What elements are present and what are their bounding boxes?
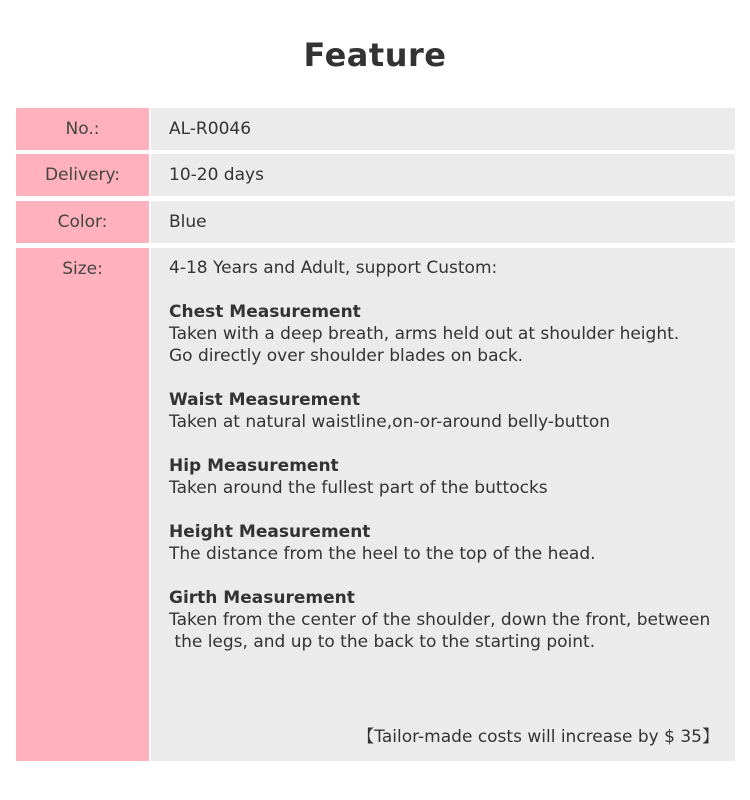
measurement-text: Taken around the fullest part of the buttocks — [169, 478, 548, 498]
spec-value-size — [151, 248, 735, 761]
measurement-title: Girth Measurement — [169, 588, 355, 608]
girth-measurement — [169, 587, 729, 653]
spec-row-size — [16, 248, 735, 761]
measurement-title: Waist Measurement — [169, 390, 361, 410]
spec-value-no: AL-R0046 — [151, 108, 735, 150]
measurement-title: Height Measurement — [169, 522, 371, 542]
spec-row-delivery — [16, 154, 735, 196]
measurement-text: Taken with a deep breath, arms held out at shoulder height. — [169, 324, 680, 344]
measurement-text: The distance from the heel to the top of the head. — [169, 544, 596, 564]
page-title: Feature — [303, 36, 447, 74]
height-measurement — [169, 521, 729, 565]
spec-label-size: Size: — [16, 248, 149, 761]
spec-value-delivery: 10-20 days — [151, 154, 735, 196]
measurement-text: the legs, and up to the back to the starting point. — [169, 632, 596, 652]
hip-measurement — [169, 455, 729, 499]
waist-measurement — [169, 389, 729, 433]
measurement-title: Hip Measurement — [169, 456, 339, 476]
measurement-title: Chest Measurement — [169, 302, 361, 322]
tailor-cost-note: 【Tailor-made costs will increase by $ 35】 — [357, 727, 719, 747]
spec-label-color: Color: — [16, 201, 149, 243]
spec-row-no — [16, 108, 735, 150]
measurement-text: Go directly over shoulder blades on back. — [169, 346, 524, 366]
chest-measurement — [169, 301, 729, 367]
spec-label-no: No.: — [16, 108, 149, 150]
spec-row-color — [16, 201, 735, 243]
spec-value-color: Blue — [151, 201, 735, 243]
measurement-text: Taken at natural waistline,on-or-around belly-button — [169, 412, 611, 432]
measurement-text: Taken from the center of the shoulder, down the front, between — [169, 610, 711, 630]
size-intro: 4-18 Years and Adult, support Custom: — [169, 258, 498, 278]
spec-label-delivery: Delivery: — [16, 154, 149, 196]
size-details — [169, 248, 735, 761]
